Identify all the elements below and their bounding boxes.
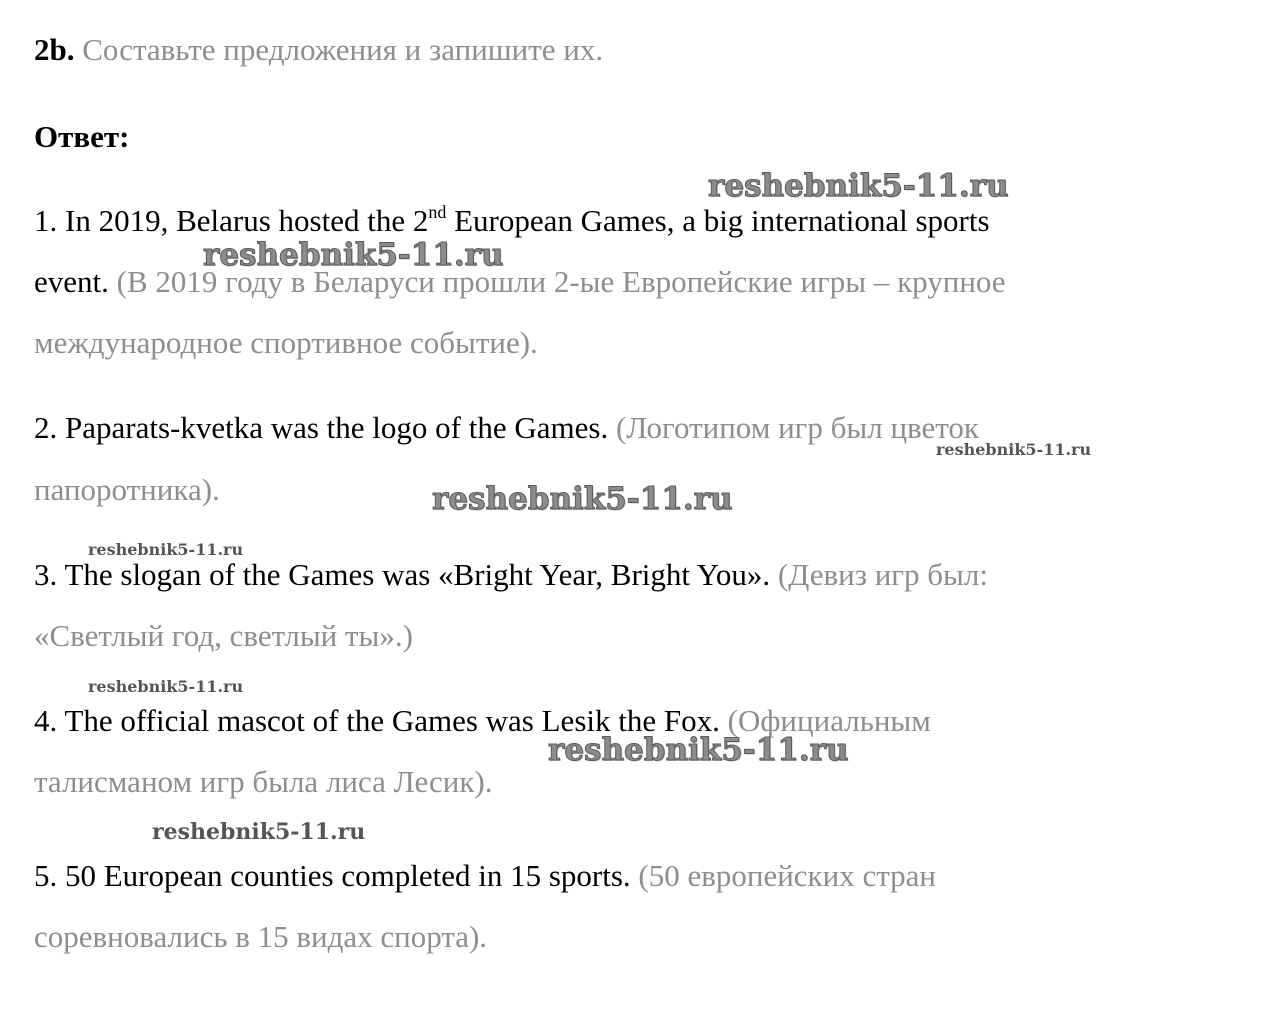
- item-5-translation-end: соревновались в 15 видах спорта).: [34, 919, 488, 954]
- answer-item-1-line-2: [34, 262, 1006, 302]
- item-3-translation-end: «Светлый год, светлый ты».): [34, 618, 413, 653]
- item-1-english-end: European Games, a big international sports: [446, 203, 990, 238]
- answer-item-1-line-1: [34, 201, 990, 245]
- watermark-8: reshebnik5-11.ru: [152, 819, 366, 845]
- watermark-7: reshebnik5-11.ru: [548, 732, 849, 768]
- item-2-english: 2. Paparats-kvetka was the logo of the Games.: [34, 410, 609, 445]
- item-3-translation-start: (Девиз игр был:: [770, 557, 988, 592]
- watermark-2: reshebnik5-11.ru: [203, 237, 504, 273]
- watermark-4: reshebnik5-11.ru: [432, 481, 733, 517]
- item-2-translation-end: папоротника).: [34, 472, 220, 507]
- item-1-translation-end: международное спортивное событие).: [34, 325, 538, 360]
- watermark-3: reshebnik5-11.ru: [936, 440, 1092, 459]
- watermark-1: reshebnik5-11.ru: [708, 168, 1009, 204]
- task-number: 2b.: [34, 32, 75, 67]
- answer-item-3-line-1: [34, 555, 988, 595]
- answer-item-2-line-1: [34, 408, 979, 448]
- item-4-english: 4. The official mascot of the Games was Lesik the Fox.: [34, 703, 720, 738]
- item-1-english-tail: event.: [34, 264, 109, 299]
- item-1-translation-start: (В 2019 году в Беларуси прошли 2-ые Европейские игры – крупное: [108, 264, 1006, 299]
- item-1-english-start: 1. In 2019, Belarus hosted the 2: [34, 203, 429, 238]
- answer-item-5-line-1: [34, 856, 936, 896]
- item-4-translation-start: (Официальным: [719, 703, 931, 738]
- item-4-translation-end: талисманом игр была лиса Лесик).: [34, 764, 493, 799]
- item-1-ordinal-suffix: nd: [428, 202, 447, 222]
- item-2-translation-start: (Логотипом игр был цветок: [608, 410, 979, 445]
- item-5-translation-start: (50 европейских стран: [630, 858, 936, 893]
- item-5-english: 5. 50 European counties completed in 15 sports.: [34, 858, 631, 893]
- task-instruction: Составьте предложения и запишите их.: [82, 32, 604, 67]
- task-heading: [34, 30, 603, 70]
- watermark-5: reshebnik5-11.ru: [88, 540, 244, 559]
- answer-label: Ответ:: [34, 119, 130, 154]
- watermark-6: reshebnik5-11.ru: [88, 677, 244, 696]
- item-3-english: 3. The slogan of the Games was «Bright Year, Bright You».: [34, 557, 771, 592]
